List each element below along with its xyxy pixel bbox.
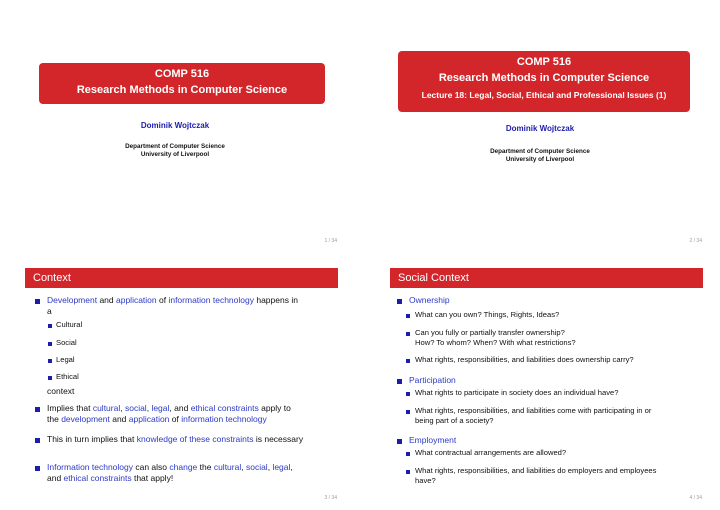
bullet-icon bbox=[397, 439, 402, 444]
department: Department of Computer Science bbox=[125, 143, 225, 150]
bullet-icon bbox=[35, 407, 40, 412]
sub-item: Can you fully or partially transfer ownership? How? To whom? When? With what restrictions? bbox=[415, 328, 576, 347]
sub-item: Social bbox=[56, 338, 77, 347]
slide-3 bbox=[5, 262, 345, 507]
bullet-icon bbox=[35, 299, 40, 304]
author: Dominik Wojtczak bbox=[140, 121, 210, 130]
sub-item: Ethical bbox=[56, 372, 79, 381]
bullet-text: This in turn implies that knowledge of these constraints is necessary bbox=[47, 434, 304, 444]
title-box bbox=[39, 63, 325, 104]
course-code: COMP 516 bbox=[154, 68, 210, 80]
bullet-icon bbox=[35, 438, 40, 443]
slide-1 bbox=[5, 5, 345, 250]
page-number: 2 / 34 bbox=[689, 238, 702, 244]
context-text: context bbox=[47, 386, 75, 396]
sub-item: What rights, responsibilities, and liabilities do employers and employees have? bbox=[415, 466, 657, 485]
bullet-text: Development and application of information technology happens in a bbox=[47, 295, 298, 316]
sub-item: What contractual arrangements are allowed? bbox=[415, 448, 567, 457]
frame-title: Social Context bbox=[390, 268, 703, 288]
course-code: COMP 516 bbox=[516, 56, 572, 68]
section-employment: Employment bbox=[409, 435, 457, 445]
department: Department of Computer Science bbox=[490, 148, 590, 155]
bullet-text: Implies that cultural, social, legal, and ethical constraints apply to the development and application of information technology bbox=[47, 403, 291, 424]
course-title: Research Methods in Computer Science bbox=[76, 84, 288, 96]
sub-item: What rights, responsibilities, and liabilities does ownership carry? bbox=[415, 355, 634, 364]
sub-item: What rights, responsibilities, and liabilities come with participating in or being part of a society? bbox=[415, 406, 652, 425]
bullet-icon bbox=[48, 359, 52, 363]
bullet-icon bbox=[406, 452, 410, 456]
course-title: Research Methods in Computer Science bbox=[438, 72, 650, 84]
university: University of Liverpool bbox=[505, 156, 575, 163]
page-number: 3 / 34 bbox=[324, 495, 337, 501]
page-number: 1 / 34 bbox=[324, 238, 337, 244]
slide-2 bbox=[370, 5, 710, 250]
sub-item: What can you own? Things, Rights, Ideas? bbox=[415, 310, 560, 319]
bullet-icon bbox=[406, 359, 410, 363]
institution bbox=[5, 143, 345, 159]
bullet-icon bbox=[397, 299, 402, 304]
author: Dominik Wojtczak bbox=[505, 124, 575, 133]
bullet-icon bbox=[406, 332, 410, 336]
bullet-icon bbox=[48, 342, 52, 346]
sub-item: Cultural bbox=[56, 320, 83, 329]
title-box bbox=[398, 51, 690, 112]
bullet-text: Information technology can also change the cultural, social, legal, and ethical constraints that apply! bbox=[47, 462, 293, 483]
bullet-icon bbox=[406, 470, 410, 474]
sub-item: Legal bbox=[56, 355, 75, 364]
bullet-icon bbox=[35, 466, 40, 471]
bullet-icon bbox=[406, 410, 410, 414]
university: University of Liverpool bbox=[140, 151, 210, 158]
bullet-icon bbox=[406, 392, 410, 396]
bullet-icon bbox=[48, 376, 52, 380]
sub-item: What rights to participate in society does an individual have? bbox=[415, 388, 619, 397]
bullet-icon bbox=[397, 379, 402, 384]
section-ownership: Ownership bbox=[409, 295, 450, 305]
institution bbox=[370, 148, 710, 164]
frame-title: Context bbox=[25, 268, 338, 288]
bullet-icon bbox=[48, 324, 52, 328]
bullet-icon bbox=[406, 314, 410, 318]
page-number: 4 / 34 bbox=[689, 495, 702, 501]
slide-4 bbox=[370, 262, 710, 507]
section-participation: Participation bbox=[409, 375, 456, 385]
lecture-title: Lecture 18: Legal, Social, Ethical and Professional Issues (1) bbox=[421, 90, 667, 100]
